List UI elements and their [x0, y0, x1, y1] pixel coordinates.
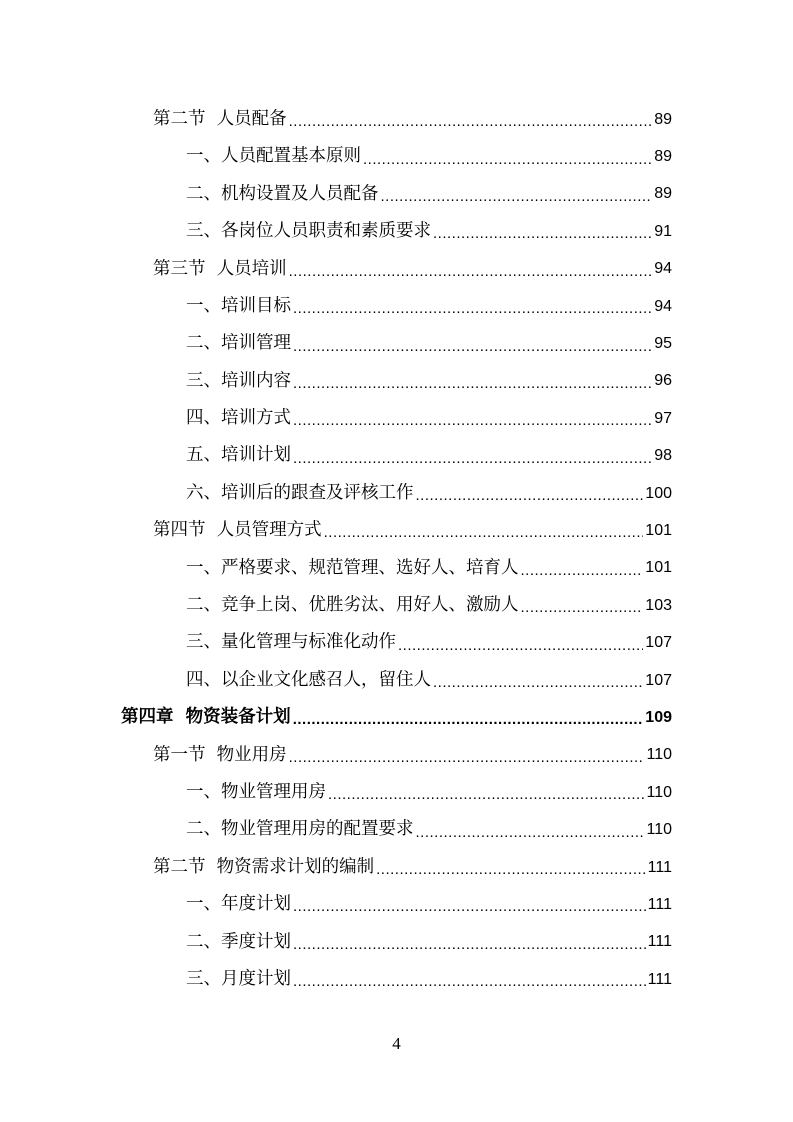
- toc-entry-title: 二、物业管理用房的配置要求: [186, 819, 414, 840]
- toc-entry[interactable]: [0, 624, 793, 661]
- toc-entry-title: 一、年度计划: [186, 894, 291, 915]
- toc-dot-leader: [293, 301, 652, 316]
- toc-entry[interactable]: [0, 737, 793, 774]
- toc-entry-page: 91: [654, 222, 672, 240]
- toc-dot-leader: [328, 787, 644, 802]
- toc-entry-page: 111: [647, 895, 672, 913]
- toc-entry[interactable]: [0, 662, 793, 699]
- toc-entry-title: 三、量化管理与标准化动作: [186, 632, 396, 653]
- toc-entry-title: 二、培训管理: [186, 333, 291, 354]
- toc-dot-leader: [293, 413, 652, 428]
- toc-dot-leader: [293, 339, 652, 354]
- toc-dot-leader: [293, 937, 646, 952]
- toc-entry[interactable]: [0, 587, 793, 624]
- toc-entry-page: 94: [654, 297, 672, 315]
- toc-entry-page: 97: [654, 409, 672, 427]
- toc-entry-title: 二、季度计划: [186, 931, 291, 952]
- toc-entry-page: 107: [645, 634, 672, 652]
- toc-entry-title: 一、培训目标: [186, 295, 291, 316]
- toc-dot-leader: [416, 488, 644, 503]
- toc-entry-page: 100: [645, 484, 672, 502]
- toc-entry-title: 第四章 物资装备计划: [121, 707, 291, 728]
- toc-entry[interactable]: [0, 176, 793, 213]
- toc-dot-leader: [293, 376, 652, 391]
- toc-entry-title: 第二节 物资需求计划的编制: [153, 856, 375, 877]
- toc-entry-page: 95: [654, 335, 672, 353]
- toc-entry-title: 第三节 人员培训: [153, 258, 287, 279]
- toc-entry[interactable]: [0, 438, 793, 475]
- toc-dot-leader: [376, 862, 646, 877]
- toc-dot-leader: [289, 114, 653, 129]
- toc-entry-title: 一、严格要求、规范管理、选好人、培育人: [186, 557, 519, 578]
- toc-dot-leader: [293, 451, 652, 466]
- toc-dot-leader: [289, 750, 645, 765]
- toc-entry[interactable]: [0, 811, 793, 848]
- toc-entry[interactable]: [0, 550, 793, 587]
- toc-entry-page: 101: [645, 559, 672, 577]
- toc-entry-page: 109: [645, 708, 672, 726]
- toc-entry-page: 111: [647, 970, 672, 988]
- toc-dot-leader: [521, 600, 644, 615]
- toc-entry[interactable]: [0, 849, 793, 886]
- toc-entry-page: 111: [647, 858, 672, 876]
- toc-entry-title: 五、培训计划: [186, 445, 291, 466]
- toc-entry[interactable]: [0, 886, 793, 923]
- toc-entry-page: 89: [654, 110, 672, 128]
- toc-entry-title: 二、机构设置及人员配备: [186, 183, 379, 204]
- toc-entry-page: 89: [654, 185, 672, 203]
- toc-entry-title: 第二节 人员配备: [153, 108, 287, 129]
- toc-entry[interactable]: [0, 363, 793, 400]
- toc-entry-page: 89: [654, 148, 672, 166]
- toc-entry[interactable]: [0, 475, 793, 512]
- toc-entry[interactable]: [0, 213, 793, 250]
- toc-entry[interactable]: [0, 924, 793, 961]
- toc-entry-title: 第一节 物业用房: [153, 744, 287, 765]
- toc-entry-page: 103: [645, 596, 672, 614]
- page-number: 4: [392, 1034, 401, 1053]
- toc-dot-leader: [416, 825, 645, 840]
- toc-entry[interactable]: [0, 101, 793, 138]
- toc-entry-page: 98: [654, 447, 672, 465]
- toc-entry[interactable]: [0, 138, 793, 175]
- toc-entry-title: 三、各岗位人员职责和素质要求: [186, 221, 431, 242]
- toc-entry-title: 四、培训方式: [186, 408, 291, 429]
- toc-entry[interactable]: [0, 251, 793, 288]
- toc-dot-leader: [398, 638, 643, 653]
- toc-entry-title: 四、以企业文化感召人，留住人: [186, 669, 431, 690]
- toc-entry-page: 94: [654, 260, 672, 278]
- toc-entry-page: 110: [646, 821, 672, 839]
- toc-entry-page: 101: [645, 521, 672, 539]
- toc-dot-leader: [324, 525, 644, 540]
- toc-entry-page: 110: [646, 783, 672, 801]
- toc-dot-leader: [293, 712, 644, 727]
- toc-dot-leader: [433, 675, 643, 690]
- toc-dot-leader: [289, 264, 653, 279]
- toc-entry[interactable]: [0, 961, 793, 998]
- toc-entry-page: 96: [654, 372, 672, 390]
- toc-dot-leader: [293, 899, 646, 914]
- toc-chapter-entry[interactable]: [0, 699, 793, 736]
- toc-dot-leader: [293, 974, 646, 989]
- toc-entry[interactable]: [0, 512, 793, 549]
- toc-entry-page: 107: [645, 671, 672, 689]
- toc-entry-page: 111: [647, 933, 672, 951]
- toc-entry[interactable]: [0, 774, 793, 811]
- toc-entry-title: 三、培训内容: [186, 370, 291, 391]
- toc-entry[interactable]: [0, 325, 793, 362]
- toc-entry[interactable]: [0, 400, 793, 437]
- toc-entry-title: 二、竞争上岗、优胜劣汰、用好人、激励人: [186, 595, 519, 616]
- toc-entry-title: 一、物业管理用房: [186, 781, 326, 802]
- toc-dot-leader: [521, 563, 644, 578]
- toc-dot-leader: [433, 226, 652, 241]
- toc-dot-leader: [381, 189, 653, 204]
- toc-entry-page: 110: [646, 746, 672, 764]
- toc-entry-title: 三、月度计划: [186, 968, 291, 989]
- toc-dot-leader: [363, 152, 652, 167]
- toc-entry-title: 六、培训后的跟查及评核工作: [186, 482, 414, 503]
- table-of-contents: [0, 101, 793, 998]
- toc-entry-title: 第四节 人员管理方式: [153, 520, 322, 541]
- toc-entry[interactable]: [0, 288, 793, 325]
- toc-entry-title: 一、人员配置基本原则: [186, 146, 361, 167]
